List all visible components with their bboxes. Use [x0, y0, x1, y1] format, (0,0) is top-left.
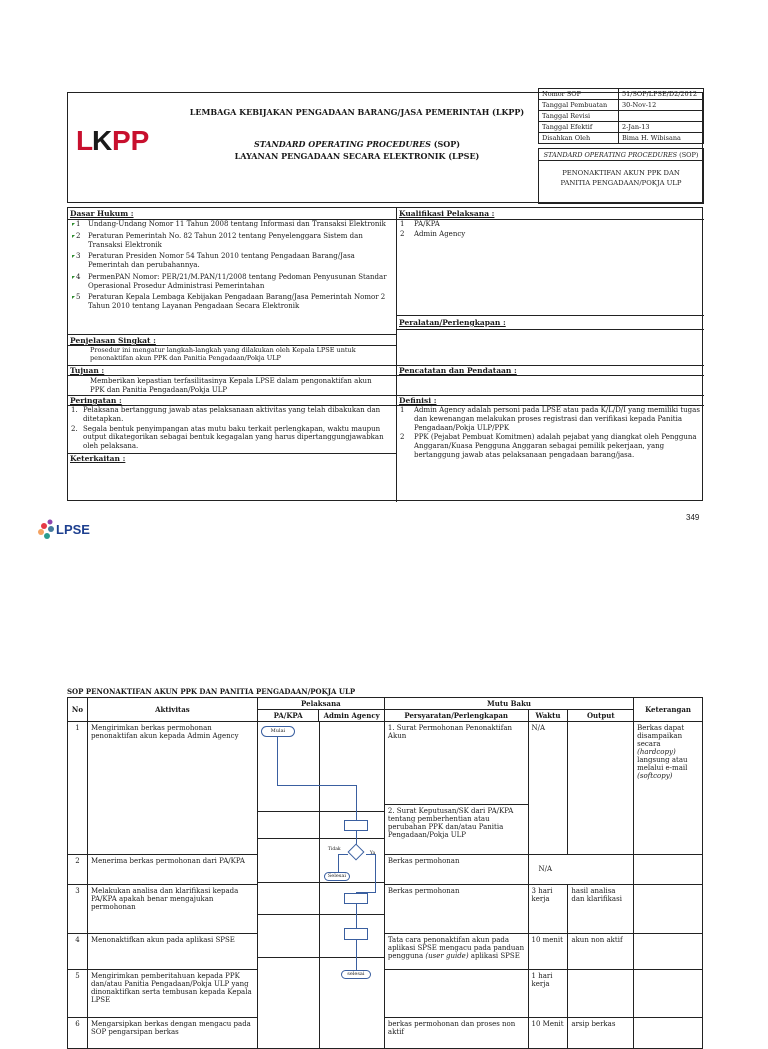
penjelasan-text: Prosedur ini mengatur langkah-langkah yang dilakukan oleh Kepala LPSE untuk penonaktifan akun PPK dan Panitia Pengadaan/Pokja ULP — [90, 346, 356, 363]
dasar-hukum-list — [72, 220, 390, 314]
list-item-text: Peraturan Pemerintah No. 82 Tahun 2012 tentang Penyelenggara Sistem dan Transaksi Elektronik — [88, 231, 363, 249]
table-row — [68, 722, 703, 805]
tujuan-text: Memberikan kepastian terfasilitasinya Kepala LPSE dalam pengonaktifan akun PPK dan Panitia Pengadaan/Pokja ULP — [90, 377, 372, 394]
row-waktu: 10 menit — [528, 934, 568, 970]
row-waktu: N/A — [528, 722, 568, 855]
list-item-number: 1 — [400, 220, 405, 228]
page-number: 349 — [686, 513, 700, 522]
list-item — [72, 252, 390, 270]
sop-subtitle: LAYANAN PENGADAAN SECARA ELEKTRONIK (LPSE) — [234, 151, 480, 161]
list-item-number: 5 — [76, 293, 81, 302]
list-item-number: 4 — [76, 272, 81, 281]
list-item — [72, 220, 390, 229]
sop-title-italic: STANDARD OPERATING PROCEDURES — [253, 139, 431, 149]
table-row — [68, 934, 703, 970]
list-item-text: Segala bentuk penyimpangan atas mutu baku terkait perlengkapan, waktu maupun output dikategorikan sebagai bentuk kegagalan yang harus dipertanggungjawabkan oleh pelaksana. — [83, 424, 384, 450]
divider — [68, 334, 396, 335]
svg-text:L: L — [76, 125, 94, 156]
lkpp-logo — [76, 123, 176, 157]
col-admin-agency: Admin Agency — [319, 710, 385, 722]
row-keterangan — [634, 969, 703, 1017]
meta-row — [539, 89, 704, 100]
lpse-logo — [36, 518, 106, 544]
meta-row — [539, 133, 704, 144]
info-divider — [396, 208, 397, 502]
table-row — [68, 969, 703, 1017]
comment-flag-icon — [72, 276, 75, 279]
lpse-logo-text: LPSE — [56, 522, 90, 537]
penjelasan-label: Penjelasan Singkat : — [70, 336, 156, 345]
list-item-number: 3 — [76, 252, 81, 261]
flow-connector — [356, 940, 357, 970]
table-row — [68, 1017, 703, 1048]
comment-flag-icon — [72, 255, 75, 258]
definisi-label: Definisi : — [399, 396, 437, 405]
meta-sop-label-text: STANDARD OPERATING PROCEDURES — [543, 151, 678, 159]
row-aktivitas: Mengirimkan pemberitahuan kepada PPK dan/atau Panitia Pengadaan/Pokja ULP yang dinonaktifkan serta tembusan kepada Kepala LPSE — [87, 969, 257, 1017]
list-item — [71, 425, 389, 451]
row-persyaratan — [384, 969, 528, 1017]
flow-process-deactivate — [344, 893, 368, 904]
comment-flag-icon — [72, 235, 75, 238]
flowchart — [258, 722, 384, 1048]
meta-label: Tanggal Revisi — [539, 111, 619, 122]
row-no: 4 — [68, 934, 88, 970]
comment-flag-icon — [72, 223, 75, 226]
flow-start: Mulai — [261, 726, 295, 737]
row-aktivitas: Melakukan analisa dan klarifikasi kepada PA/KPA apakah benar mengajukan permohonan — [87, 885, 257, 934]
col-pelaksana: Pelaksana — [257, 698, 384, 710]
flow-process-receive — [344, 820, 368, 831]
row-keterangan — [634, 1017, 703, 1048]
flowchart-area — [257, 722, 384, 1049]
meta-label: Tanggal Pembuatan — [539, 100, 619, 111]
divider — [258, 838, 384, 839]
persyaratan-userguide: (user guide) — [425, 952, 469, 961]
list-item-text: Pelaksana bertanggung jawab atas pelaksanaan aktivitas yang telah dibakukan dan ditetapkan. — [83, 406, 381, 423]
divider — [396, 329, 704, 330]
flow-decision — [347, 844, 364, 861]
meta-row — [539, 111, 704, 122]
sop-meta-table — [538, 88, 704, 144]
list-item-number: 1 — [76, 220, 81, 228]
meta-value: 2-Jan-13 — [619, 122, 704, 133]
row-keterangan — [634, 722, 703, 855]
tujuan-label: Tujuan : — [70, 366, 105, 375]
row-persyaratan — [384, 934, 528, 970]
row-keterangan — [634, 934, 703, 970]
flow-end-1: Selesai — [324, 872, 350, 881]
kualifikasi-label: Kualifikasi Pelaksana : — [399, 209, 495, 218]
row-no: 3 — [68, 885, 88, 934]
col-pa-kpa: PA/KPA — [257, 710, 318, 722]
meta-value: 51/SOP/LPSE/D2/2012 — [619, 89, 704, 100]
list-item-text: Undang-Undang Nomor 11 Tahun 2008 tentang Informasi dan Transaksi Elektronik — [88, 220, 386, 228]
flow-connector — [338, 854, 348, 855]
meta-value — [619, 111, 704, 122]
meta-label: Disahkan Oleh — [539, 133, 619, 144]
sop-title-suffix: (SOP) — [430, 139, 461, 149]
divider — [68, 365, 396, 366]
list-item — [71, 406, 389, 424]
pencatatan-label: Pencatatan dan Pendataan : — [399, 366, 517, 375]
divider — [396, 375, 704, 376]
dasar-hukum-label: Dasar Hukum : — [70, 209, 134, 218]
flow-label-tidak: Tidak — [327, 847, 341, 852]
row-output — [568, 722, 634, 855]
row-persyaratan: Berkas permohonan — [384, 885, 528, 934]
meta-label: Tanggal Efektif — [539, 122, 619, 133]
sop-title — [176, 139, 538, 149]
definisi-list — [400, 406, 700, 461]
row-aktivitas: Menerima berkas permohonan dari PA/KPA — [87, 855, 257, 885]
keterangan-hardcopy: (hardcopy) — [637, 748, 676, 756]
row-waktu: 10 Menit — [528, 1017, 568, 1048]
kualifikasi-list — [400, 220, 700, 240]
divider — [396, 395, 704, 396]
meta-sop-label — [539, 149, 703, 161]
row-persyaratan: 1. Surat Permohonan Penonaktifan Akun — [384, 722, 528, 805]
list-item-number: 2. — [71, 424, 78, 433]
list-item — [400, 406, 700, 432]
flow-connector — [277, 785, 357, 786]
row-waktu: N/A — [528, 855, 634, 885]
sop-meta-title-box — [538, 148, 704, 204]
list-item-number: 2 — [400, 433, 405, 442]
row-output — [568, 969, 634, 1017]
list-item — [400, 230, 700, 239]
divider — [68, 375, 396, 376]
row-persyaratan-2: 2. Surat Keputusan/SK dari PA/KPA tentang pemberhentian atau perubahan PPK dan/atau Panitia Pengadaan/Pokja ULP — [384, 805, 528, 855]
peringatan-list — [71, 406, 389, 452]
divider — [396, 315, 704, 316]
row-output: arsip berkas — [568, 1017, 634, 1048]
keterkaitan-label: Keterkaitan : — [70, 454, 126, 463]
row-persyaratan: berkas permohonan dan proses non aktif — [384, 1017, 528, 1048]
svg-text:PP: PP — [112, 125, 150, 156]
persyaratan-text: Tata cara penonaktifan akun pada aplikasi SPSE mengacu pada panduan pengguna — [387, 936, 525, 961]
meta-doc-title: PENONAKTIFAN AKUN PPK DAN PANITIA PENGADAAN/POKJA ULP — [560, 169, 682, 187]
divider — [258, 957, 384, 958]
list-item-text: Admin Agency — [414, 229, 466, 238]
meta-sop-suffix: (SOP) — [677, 151, 699, 159]
row-aktivitas: Mengarsipkan berkas dengan mengacu pada SOP pengarsipan berkas — [87, 1017, 257, 1048]
col-aktivitas: Aktivitas — [87, 698, 257, 722]
list-item — [72, 293, 390, 311]
sop-info-box — [67, 207, 703, 501]
row-no: 5 — [68, 969, 88, 1017]
list-item — [400, 433, 700, 459]
list-item-number: 2 — [76, 231, 81, 240]
meta-label: Nomor SOP — [539, 89, 619, 100]
list-item-number: 1 — [400, 406, 405, 414]
row-waktu: 1 hari kerja — [528, 969, 568, 1017]
col-persyaratan: Persyaratan/Perlengkapan — [384, 710, 528, 722]
table-row — [68, 885, 703, 934]
list-item — [400, 220, 700, 229]
row-keterangan — [634, 885, 703, 934]
svg-text:K: K — [92, 125, 113, 156]
meta-value: 30-Nov-12 — [619, 100, 704, 111]
list-item — [72, 273, 390, 291]
col-output: Output — [568, 710, 634, 722]
row-no: 2 — [68, 855, 88, 885]
col-no: No — [68, 698, 88, 722]
col-mutu-baku: Mutu Baku — [384, 698, 633, 710]
flow-connector — [375, 854, 376, 892]
keterangan-text-2: langsung atau melalui e-mail — [637, 756, 688, 772]
divider — [258, 811, 384, 812]
divider — [258, 882, 384, 883]
list-item-text: PA/KPA — [414, 220, 440, 228]
divider — [258, 914, 384, 915]
col-waktu: Waktu — [528, 710, 568, 722]
sop-table — [67, 697, 703, 1049]
peralatan-label: Peralatan/Perlengkapan : — [399, 318, 506, 327]
sop-table-title: SOP PENONAKTIFAN AKUN PPK DAN PANITIA PENGADAAN/POKJA ULP — [67, 687, 356, 696]
persyaratan-text-2: aplikasi SPSE — [468, 952, 520, 961]
flow-connector — [356, 785, 357, 820]
list-item-text: PermenPAN Nomor: PER/21/M.PAN/11/2008 tentang Pedoman Penyusunan Standar Operasional Prosedur Administrasi Pemerintahan — [88, 272, 387, 290]
org-name: LEMBAGA KEBIJAKAN PENGADAAN BARANG/JASA PEMERINTAH (LKPP) — [189, 107, 525, 117]
row-no: 1 — [68, 722, 88, 855]
meta-row — [539, 100, 704, 111]
peringatan-label: Peringatan : — [70, 396, 122, 405]
meta-value: Bima H. Wibisana — [619, 133, 704, 144]
list-item-text: Peraturan Presiden Nomor 54 Tahun 2010 tentang Pengadaan Barang/Jasa Pemerintah dan perubahannya. — [88, 252, 355, 269]
row-aktivitas: Mengirimkan berkas permohonan penonaktifan akun kepada Admin Agency — [87, 722, 257, 855]
col-keterangan: Keterangan — [634, 698, 703, 722]
flow-connector — [277, 737, 278, 785]
meta-row — [539, 122, 704, 133]
list-item-text: PPK (Pejabat Pembuat Komitmen) adalah pejabat yang diangkat oleh Pengguna Anggaran/Kuasa Pengguna Anggaran sebagai pemilik pekerjaan, yang bertanggung jawab atas pelaksanaan pengadaan barang/jasa. — [414, 433, 697, 459]
row-output: hasil analisa dan klarifikasi — [568, 885, 634, 934]
row-persyaratan: Berkas permohonan — [384, 855, 528, 885]
keterangan-text: Berkas dapat disampaikan secara — [637, 724, 685, 748]
flow-process-notify — [344, 928, 368, 940]
list-item-number: 1. — [71, 406, 78, 414]
list-item-number: 2 — [400, 229, 405, 238]
keterangan-softcopy: (softcopy) — [637, 772, 673, 780]
flow-col-divider — [319, 722, 320, 1048]
row-no: 6 — [68, 1017, 88, 1048]
flow-connector — [338, 854, 339, 872]
list-item — [72, 232, 390, 250]
table-row — [68, 855, 703, 885]
comment-flag-icon — [72, 296, 75, 299]
list-item-text: Admin Agency adalah personi pada LPSE atau pada K/L/D/I yang memiliki tugas dan kewenangan melakukan proses registrasi dan verifikasi kepada Panitia Pengadaan/Pokja ULP/PPK — [414, 406, 700, 432]
row-keterangan — [634, 855, 703, 885]
row-output: akun non aktif — [568, 934, 634, 970]
flow-connector — [356, 904, 357, 928]
lkpp-logo-icon — [76, 123, 176, 157]
row-waktu: 3 hari kerja — [528, 885, 568, 934]
list-item-text: Peraturan Kepala Lembaga Kebijakan Pengadaan Barang/Jasa Pemerintah Nomor 2 Tahun 2010 tentang Layanan Pengadaan Secara Elektronik — [88, 293, 386, 310]
flow-end-2: selesai — [341, 970, 371, 979]
row-aktivitas: Menonaktifkan akun pada aplikasi SPSE — [87, 934, 257, 970]
